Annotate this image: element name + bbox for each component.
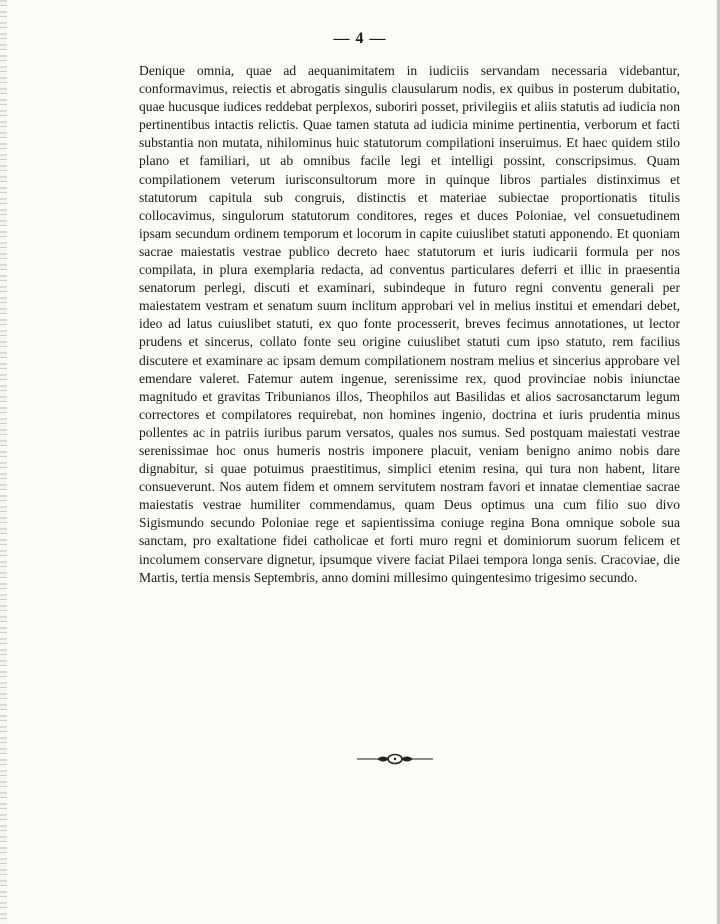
decorative-rule-icon	[355, 752, 435, 766]
body-paragraph: Denique omnia, quae ad aequanimitatem in iudiciis servandam necessaria videbantur, conformavimus, reiectis et abrogatis singulis clausularum nodis, ex quibus in posterum dubitatio, quae hucusque iudices reddebat perplexos, suboriri posset, privilegiis et aliis statutis ad iudicia non pertinentibus intactis relictis. Quae tamen statuta ad iudicia minime pertinentia, verborum et facti substantia non mutata, nihilominus huic statutorum compilationi inseruimus. Et haec quidem stilo plano et familiari, ut ab omnibus facile legi et intelligi possint, conscripsimus. Quam compilationem veterum iurisconsultorum more in quinque libros partiales distinximus et statutorum capitula sub congruis, distinctis et materiae subiectae proportionatis titulis collocavimus, singulorum statutorum conditores, reges et duces Poloniae, vel consuetudinem ipsam secundum ordinem temporum et locorum in capite cuiuslibet statuti apponendo. Et quoniam sacrae maiestatis vestrae publico decreto haec statutorum et iuris iudicarii formula per nos compilata, in plura exemplaria redacta, ad conventus particulares deferri et illic in praesentia senatorum perlegi, discuti et examinari, subindeque in futuro regni conventu generali per maiestatem vestram et senatum suum inclitum approbari vel in melius institui et emendari debet, ideo ad latus cuiuslibet statuti, ex quo fonte processerit, breves fecimus annotationes, ut lector prudens et sincerus, collato fonte seu origine cuiuslibet statuti cum ipso statuto, rem facilius discutere et examinare ac ipsam demum compilationem nostram melius et sincerius approbare vel emendare valeret. Fatemur autem ingenue, serenissime rex, quod provinciae nobis iniunctae magnitudo et gravitas Tribunianos illos, Theophilos aut Basilidas et alios sacrosanctarum legum correctores et compilatores requirebat, non homines ingenio, doctrina et iuris prudentia minus pollentes ac in patriis iuribus parum versatos, quales nos sumus. Sed postquam maiestati vestrae serenissimae hoc onus humeris nostris imponere placuit, veniam benigno animo nobis dare dignabitur, si quae potuimus praestitimus, simplici etenim resina, qui tura non habent, litare consueverunt. Nos autem fidem et omnem servitutem nostram favori et innatae clementiae sacrae maiestatis vestrae humiliter commendamus, quam Deus optimus una cum filio suo divo Sigismundo secundo Poloniae rege et sapientissima coniuge regina Bona omnique sobole sua sanctam, pro exaltatione fidei catholicae et forti muro regni et dominiorum suorum felicem et incolumem conservare dignetur, ipsumque vivere faciat Pilaei tempora longa senis. Cracoviae, die Martis, tertia mensis Septembris, anno domini millesimo quingentesimo trigesimo secundo.	[139, 63, 680, 585]
page-number: — 4 —	[333, 30, 387, 47]
scan-left-edge	[0, 0, 7, 924]
